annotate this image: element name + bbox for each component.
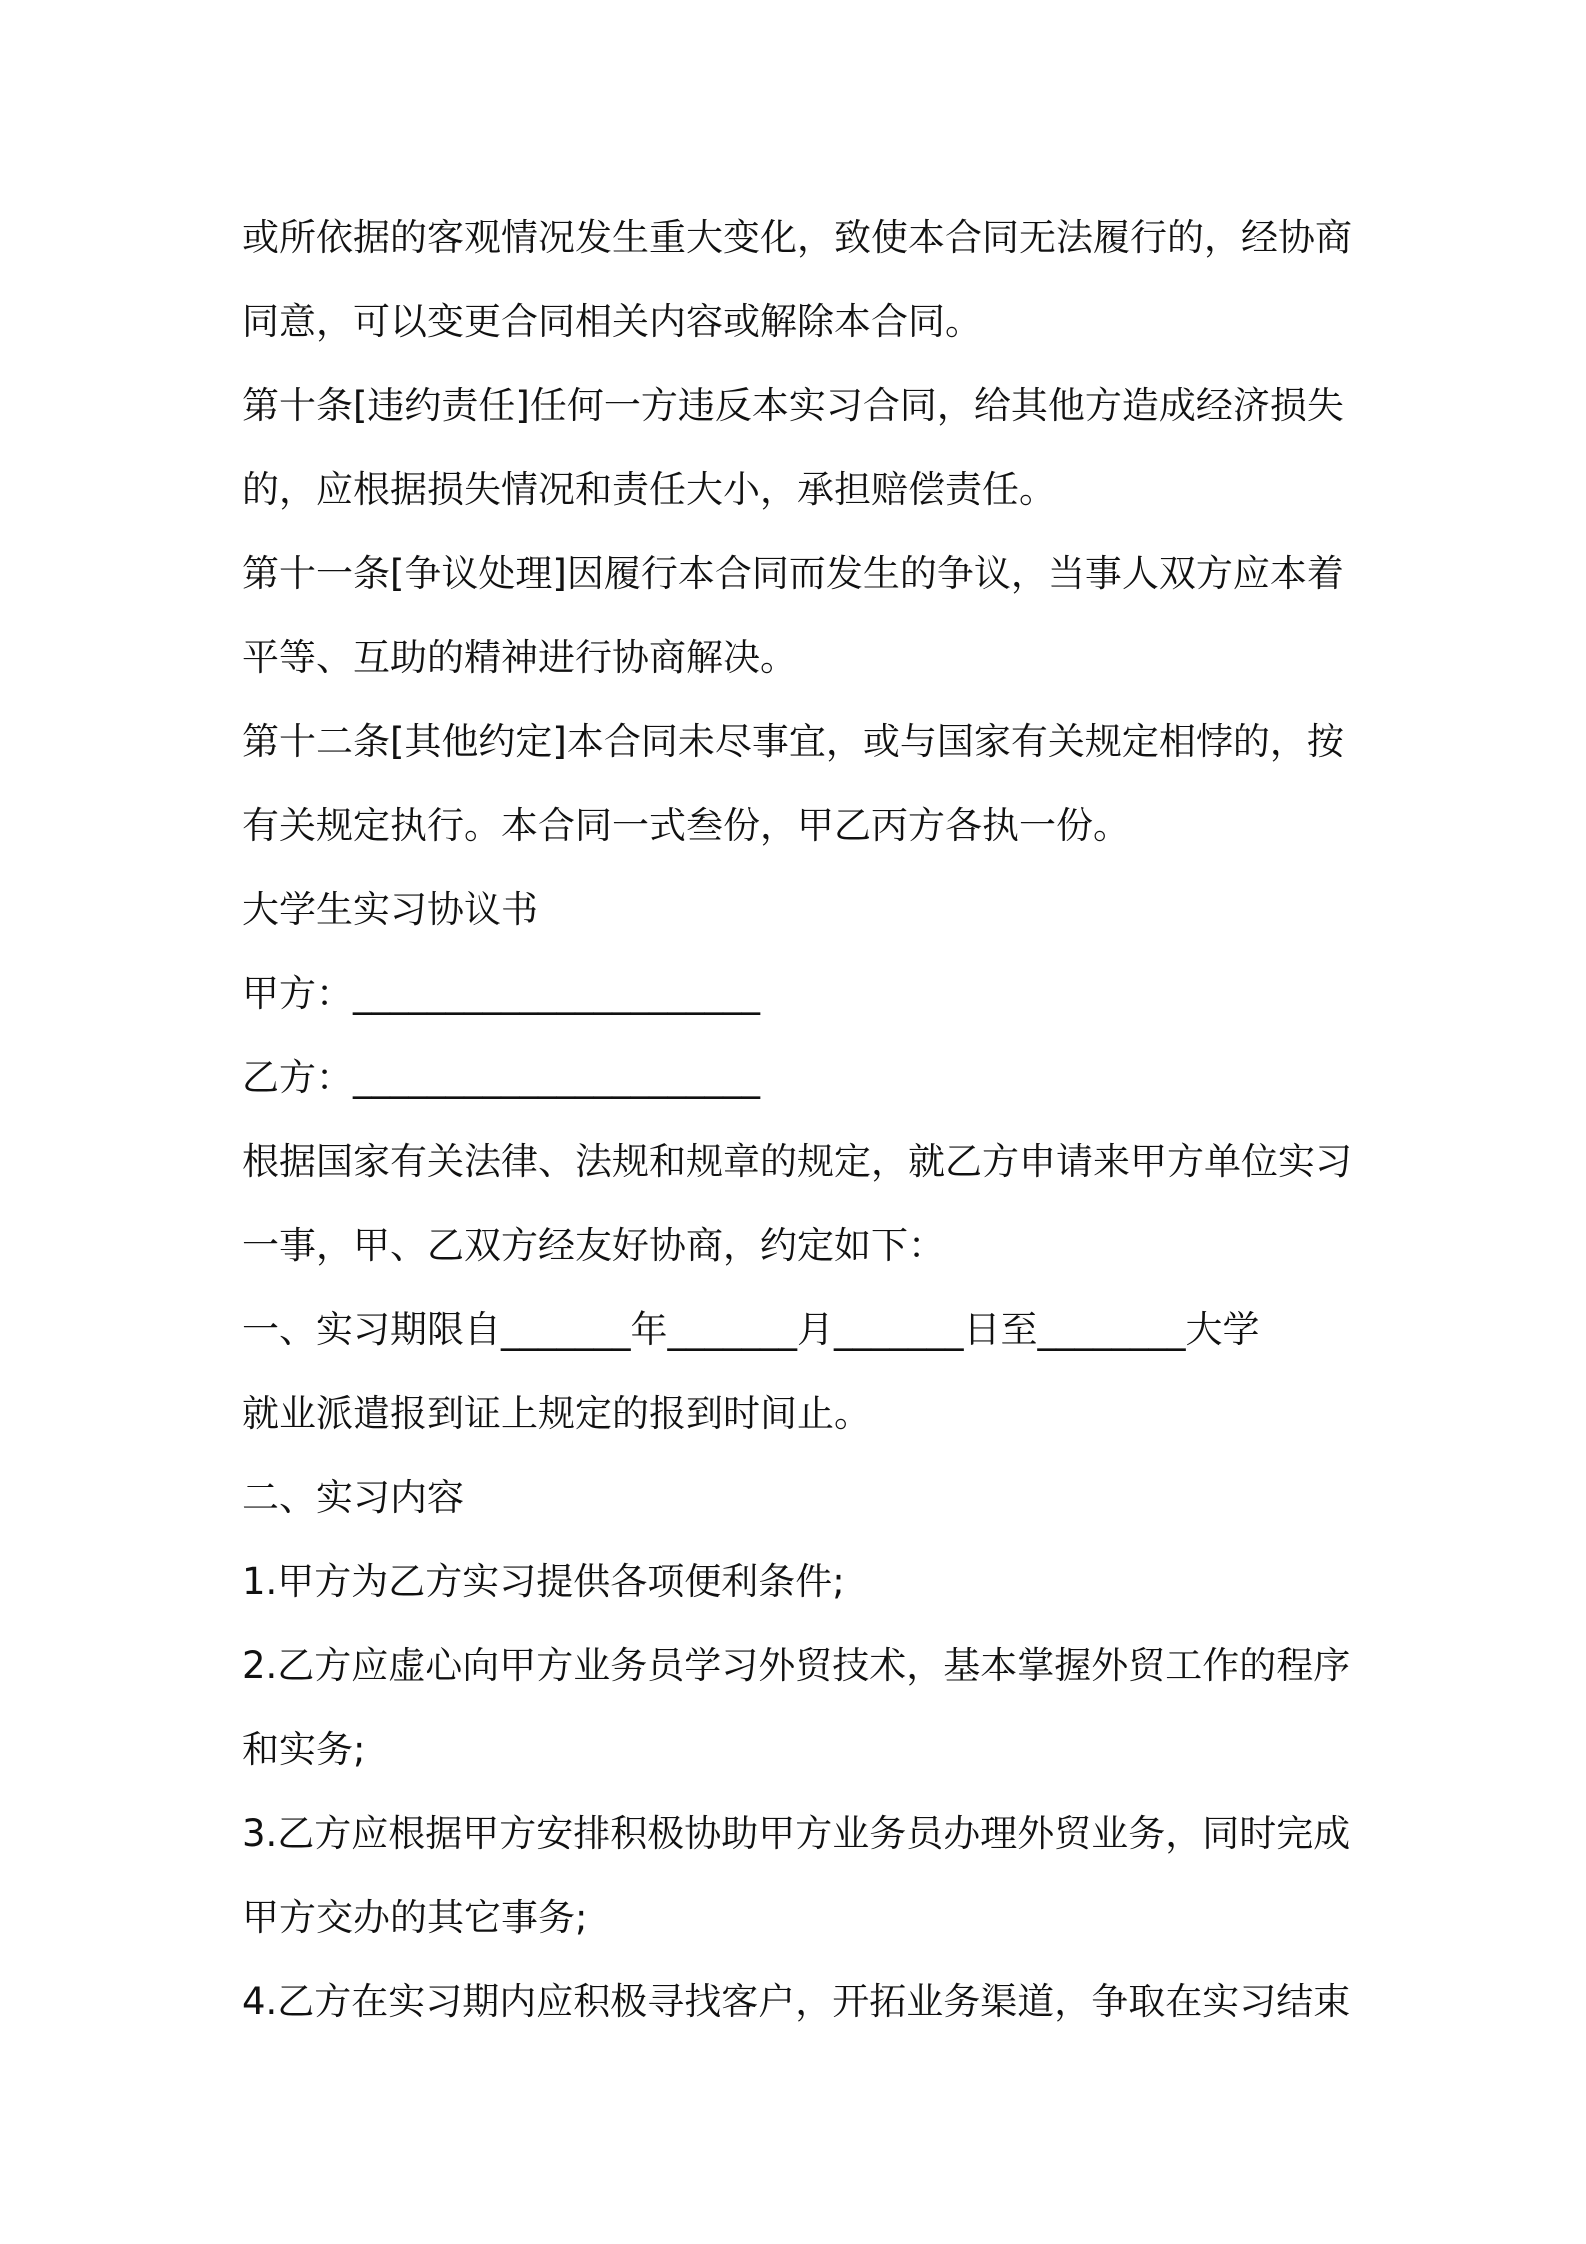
text-line: 甲方交办的其它事务; — [242, 1896, 588, 1939]
article-10-line: 第十条[违约责任]任何一方违反本实习合同，给其他方造成经济损失 — [242, 384, 1344, 427]
internship-period-line: 一、实习期限自_______年_______月_______日至________大学 — [242, 1308, 1260, 1351]
text-line: 有关规定执行。本合同一式叁份，甲乙丙方各执一份。 — [242, 804, 1130, 847]
text-line: 根据国家有关法律、法规和规章的规定，就乙方申请来甲方单位实习 — [242, 1140, 1352, 1183]
text-line: 一事，甲、乙双方经友好协商，约定如下： — [242, 1224, 945, 1267]
text-line: 的，应根据损失情况和责任大小，承担赔偿责任。 — [242, 468, 1056, 511]
list-item: 2.乙方应虚心向甲方业务员学习外贸技术，基本掌握外贸工作的程序 — [242, 1644, 1351, 1687]
agreement-title: 大学生实习协议书 — [242, 888, 538, 931]
list-item: 1.甲方为乙方实习提供各项便利条件; — [242, 1560, 845, 1603]
party-a-line: 甲方：______________________ — [242, 972, 760, 1015]
text-line: 就业派遣报到证上规定的报到时间止。 — [242, 1392, 871, 1435]
text-line: 和实务; — [242, 1728, 366, 1771]
text-line: 或所依据的客观情况发生重大变化，致使本合同无法履行的，经协商 — [242, 216, 1352, 259]
section-heading: 二、实习内容 — [242, 1476, 464, 1519]
text-line: 平等、互助的精神进行协商解决。 — [242, 636, 797, 679]
list-item: 3.乙方应根据甲方安排积极协助甲方业务员办理外贸业务，同时完成 — [242, 1812, 1351, 1855]
article-12-line: 第十二条[其他约定]本合同未尽事宜，或与国家有关规定相悖的，按 — [242, 720, 1344, 763]
party-b-line: 乙方：______________________ — [242, 1056, 760, 1099]
list-item: 4.乙方在实习期内应积极寻找客户，开拓业务渠道，争取在实习结束 — [242, 1980, 1351, 2023]
document-body — [242, 196, 1352, 2044]
text-line: 同意，可以变更合同相关内容或解除本合同。 — [242, 300, 982, 343]
article-11-line: 第十一条[争议处理]因履行本合同而发生的争议，当事人双方应本着 — [242, 552, 1344, 595]
